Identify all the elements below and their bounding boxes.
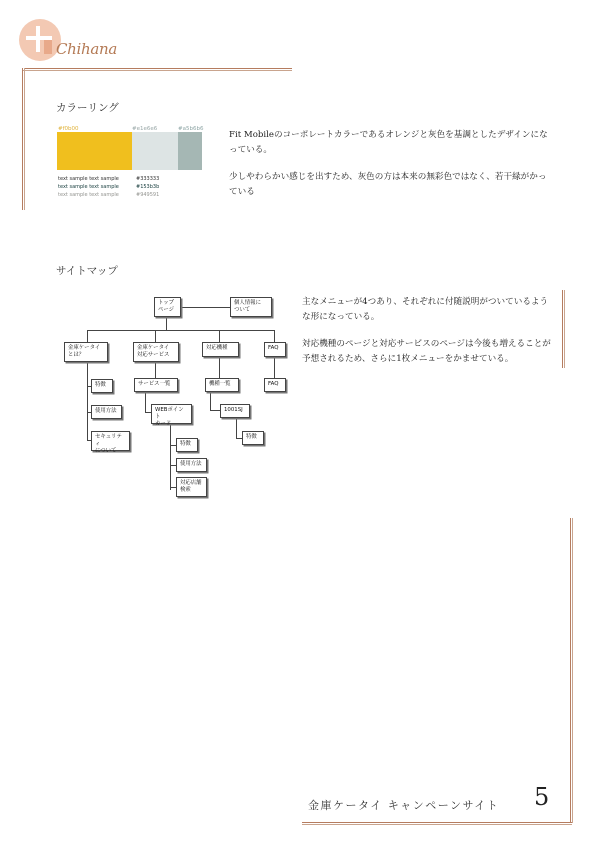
sitemap-heading: サイトマップ: [56, 265, 118, 277]
text-sample-3: text sample text sample: [58, 192, 119, 198]
sitemap-paragraph-1: 主なメニューが4つあり、それぞれに付随説明がついているような形になっている。: [302, 297, 549, 322]
connector: [219, 330, 220, 342]
node-models: 対応機種: [202, 342, 239, 357]
node-web-point-card: WEBポイント カード: [151, 404, 192, 424]
frame-top-line: [24, 68, 292, 69]
text-sample-2: text sample text sample: [58, 184, 119, 190]
text-sample-hex-3: #949591: [136, 192, 160, 198]
connector: [274, 357, 275, 378]
connector: [155, 362, 156, 378]
sitemap-paragraph-2: 対応機種のページと対応サービスのページは今後も増えることが予想されるため、さらに1枚メニューをかませている。: [302, 339, 551, 364]
node-privacy: 個人情報に ついて: [230, 297, 272, 317]
connector: [155, 330, 156, 342]
frame-mid-line-inner: [564, 290, 565, 368]
logo-text: Chihana: [56, 40, 118, 58]
frame-left-line: [22, 68, 23, 210]
connector: [180, 307, 230, 308]
node-about: 金庫ケータイ とは？: [64, 342, 108, 362]
swatch-code-gray: #e1e6e6: [132, 126, 158, 132]
node-usage-1: 使用方法: [91, 405, 122, 419]
page-number: 5: [534, 783, 550, 811]
coloring-paragraph-1: Fit Mobileのコーポレートカラーであるオレンジと灰色を基調としたデザインになっている。: [229, 130, 548, 155]
node-store-search: 対応店舗 検索: [176, 477, 207, 497]
connector: [166, 318, 167, 330]
node-model-1001sj: 1001SJ: [220, 404, 250, 418]
text-sample-hex-1: #333333: [136, 176, 160, 182]
node-faq-child: FAQ: [264, 378, 286, 392]
node-model-list: 機種一覧: [205, 378, 239, 392]
coloring-heading: カラーリング: [56, 102, 119, 114]
coloring-paragraph-2: 少しやわらかい感じを出すため、灰色の方は本来の無彩色ではなく、若干緑がかっている: [229, 172, 547, 197]
footer-title: 金庫ケータイ キャンペーンサイト: [308, 799, 500, 812]
swatch-green: [178, 132, 202, 170]
node-feature-2: 特徴: [176, 438, 198, 452]
connector: [170, 424, 171, 490]
swatch-code-green: #a5b6b6: [178, 126, 204, 132]
frame-bottom-line: [302, 822, 572, 823]
connector: [87, 330, 274, 331]
node-feature-1: 特徴: [91, 379, 113, 393]
connector: [219, 357, 220, 378]
connector: [87, 330, 88, 342]
node-services: 金庫ケータイ 対応サービス: [133, 342, 179, 362]
swatch-gray: [132, 132, 178, 170]
node-feature-3: 特徴: [242, 431, 264, 445]
node-service-list: サービス一覧: [134, 378, 178, 392]
connector: [210, 410, 220, 411]
text-sample-hex-2: #153b3b: [136, 184, 160, 190]
connector: [210, 393, 211, 410]
frame-left-line-inner: [24, 68, 25, 210]
frame-right-line-inner: [572, 518, 573, 823]
connector: [145, 392, 146, 412]
connector: [274, 330, 275, 342]
text-sample-1: text sample text sample: [58, 176, 119, 182]
node-usage-2: 使用方法: [176, 458, 207, 472]
swatch-code-orange: #f0b00: [58, 126, 79, 132]
frame-bottom-line-inner: [302, 824, 572, 825]
frame-top-line-inner: [22, 70, 292, 71]
frame-mid-line: [562, 290, 563, 368]
connector: [236, 418, 237, 438]
node-faq: FAQ: [264, 342, 286, 357]
node-top-page: トップ ページ: [154, 297, 181, 317]
node-security: セキュリティ について: [91, 431, 130, 451]
frame-right-line: [570, 518, 571, 823]
swatch-orange: [57, 132, 132, 170]
connector: [87, 362, 88, 440]
